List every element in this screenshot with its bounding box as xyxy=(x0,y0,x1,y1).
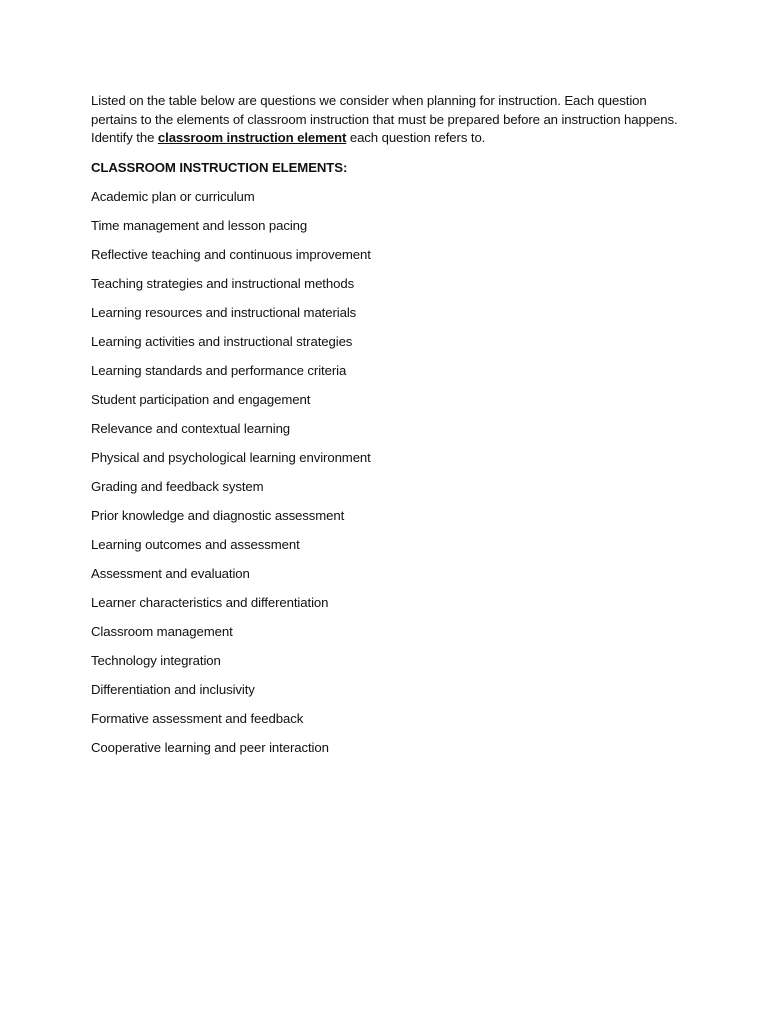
instructions-paragraph xyxy=(91,92,691,148)
list-item: Learning standards and performance criteria xyxy=(91,363,347,378)
list-item: Reflective teaching and continuous improvement xyxy=(91,247,371,262)
instructions-line-2: pertains to the elements of classroom instruction that must be prepared before an instruction happens. xyxy=(91,111,678,127)
list-item: Learner characteristics and differentiation xyxy=(91,595,329,610)
list-item: Relevance and contextual learning xyxy=(91,421,291,436)
list-item: Physical and psychological learning environment xyxy=(91,450,371,465)
list-item: Time management and lesson pacing xyxy=(91,218,308,233)
instructions-line-3-end: each question refers to. xyxy=(346,130,486,146)
list-item: Student participation and engagement xyxy=(91,392,311,407)
list-item: Differentiation and inclusivity xyxy=(91,682,255,697)
list-item: Prior knowledge and diagnostic assessment xyxy=(91,508,345,523)
instructions-emphasis: classroom instruction element xyxy=(157,130,347,146)
list-item: Classroom management xyxy=(91,624,233,639)
list-item: Cooperative learning and peer interaction xyxy=(91,740,329,755)
list-item: Formative assessment and feedback xyxy=(91,711,304,726)
list-item: Grading and feedback system xyxy=(91,479,264,494)
list-item: Assessment and evaluation xyxy=(91,566,250,581)
instructions-line-1: Listed on the table below are questions we consider when planning for instruction. Each question xyxy=(91,93,647,108)
list-item: Learning activities and instructional strategies xyxy=(91,334,353,349)
list-item: Academic plan or curriculum xyxy=(91,189,255,204)
list-item: Learning resources and instructional materials xyxy=(91,305,357,320)
elements-heading: CLASSROOM INSTRUCTION ELEMENTS: xyxy=(91,160,348,175)
instructions-line-3-start: Identify the xyxy=(91,130,158,146)
elements-list xyxy=(91,189,371,769)
document-page xyxy=(91,92,691,755)
list-item: Teaching strategies and instructional methods xyxy=(91,276,355,291)
list-item: Technology integration xyxy=(91,653,221,668)
list-item: Learning outcomes and assessment xyxy=(91,537,300,552)
